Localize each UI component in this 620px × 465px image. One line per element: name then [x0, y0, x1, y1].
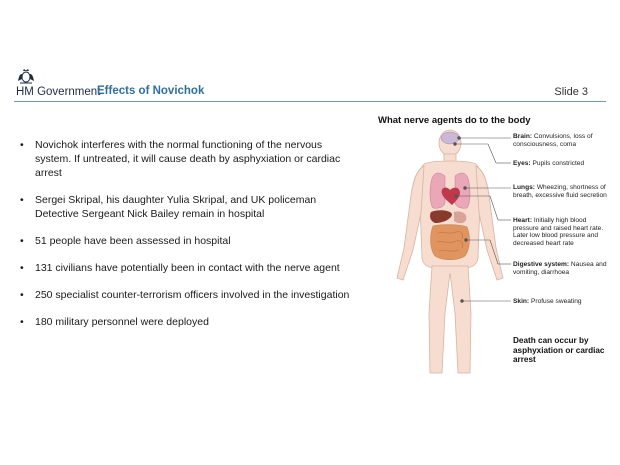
callout-label: Digestive system:: [513, 261, 570, 268]
callout-eyes: [513, 160, 613, 168]
bullet-item: • 51 people have been assessed in hospital: [18, 234, 358, 248]
bullet-item: • 180 military personnel were deployed: [18, 315, 358, 329]
diagram-title: What nerve agents do to the body: [378, 115, 531, 126]
callout-label: Skin:: [513, 298, 530, 305]
bullet-item: • 250 specialist counter-terrorism officers involved in the investigation: [18, 288, 358, 302]
slide-number: Slide 3: [554, 86, 588, 98]
callout-lungs: [513, 184, 613, 199]
callout-text: Convulsions, loss of consciousness, coma: [513, 133, 593, 148]
callout-label: Heart:: [513, 217, 533, 224]
callout-label: Lungs:: [513, 184, 535, 191]
callout-heart: [513, 217, 613, 247]
slide-title: Effects of Novichok: [97, 85, 205, 97]
bullet-list: [18, 138, 358, 342]
bullet-item: • Sergei Skripal, his daughter Yulia Skripal, and UK policeman Detective Sergeant Nick Bailey remain in hospital: [18, 193, 358, 221]
callout-digestive: [513, 261, 613, 276]
royal-crest-icon: [17, 68, 35, 84]
organisation-name: HM Government: [16, 86, 101, 98]
death-note: Death can occur by asphyxiation or cardiac arrest: [513, 336, 605, 364]
callout-label: Brain:: [513, 133, 533, 140]
callout-text: Initially high blood pressure and raised heart rate. Later low blood pressure and decreased heart rate: [513, 217, 604, 247]
callout-text: Wheezing, shortness of breath, excessive fluid secretion: [513, 184, 607, 199]
callout-label: Eyes:: [513, 160, 531, 167]
callout-text: Pupils constricted: [532, 160, 585, 167]
callout-skin: [513, 298, 613, 306]
header-divider: [14, 101, 606, 102]
brain-icon: [441, 132, 459, 144]
callout-text: Nausea and vomiting, diarrhoea: [513, 261, 607, 276]
bullet-item: • 131 civilians have potentially been in contact with the nerve agent: [18, 261, 358, 275]
bullet-item: • Novichok interferes with the normal functioning of the nervous system. If untreated, it will cause death by asphyxiation or cardiac arrest: [18, 138, 358, 180]
callout-brain: [513, 133, 613, 148]
callout-text: Profuse sweating: [530, 298, 582, 305]
